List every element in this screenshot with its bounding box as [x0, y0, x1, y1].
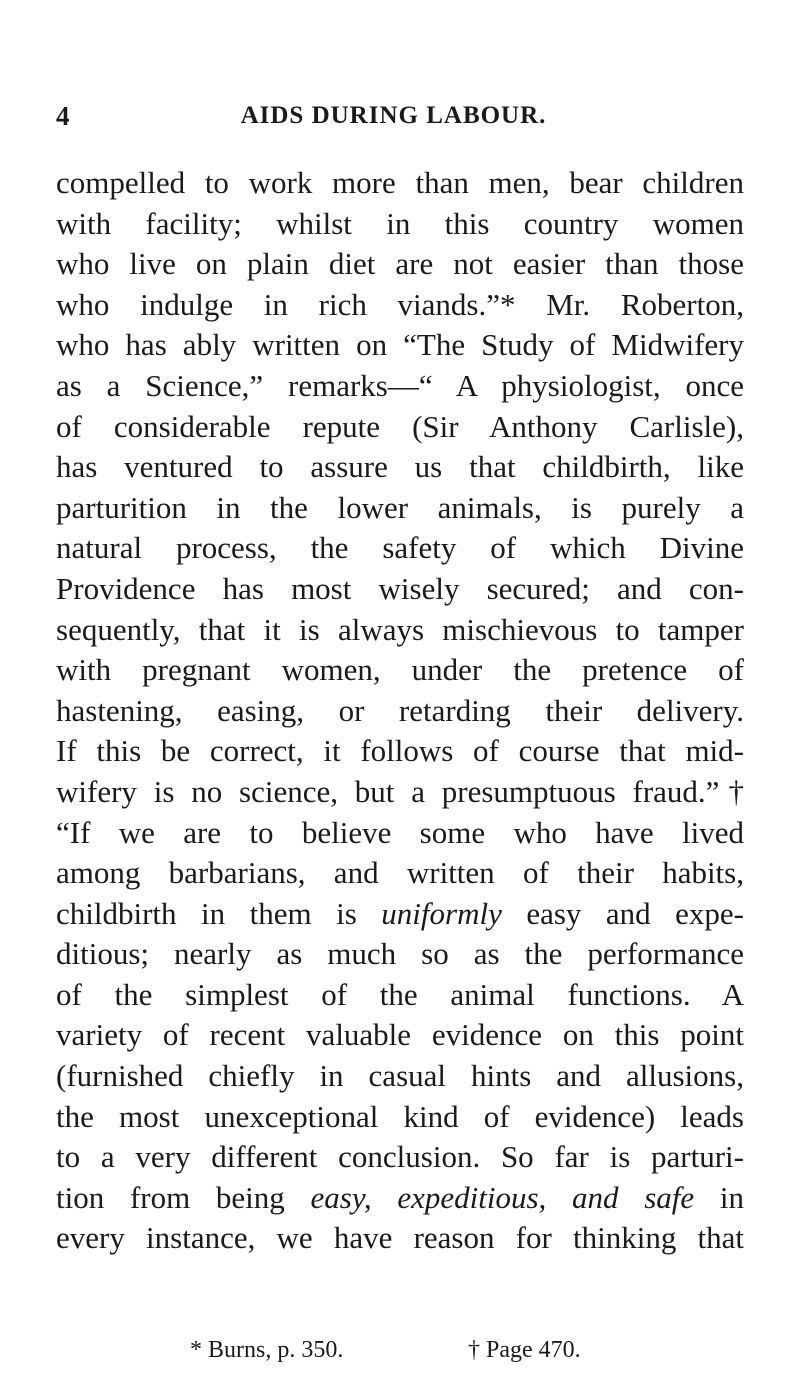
page-header — [56, 98, 731, 134]
body-text — [56, 163, 744, 1259]
text-line: childbirth in them is uniformly easy and expe- — [56, 895, 745, 931]
text-line: tion from being easy, expeditious, and safe in — [56, 1179, 744, 1215]
footnote-burns: * Burns, p. 350. — [190, 1337, 344, 1363]
text-line: sequently, that it is always mischievous to tamper — [56, 611, 744, 647]
text-line: with facility; whilst in this country women — [56, 205, 744, 241]
text-line: (furnished chiefly in casual hints and allusions, — [56, 1058, 744, 1094]
text-line: who indulge in rich viands.”* Mr. Roberton, — [56, 286, 744, 322]
text-line: hastening, easing, or retarding their delivery. — [56, 692, 744, 728]
running-head: AIDS DURING LABOUR. — [240, 102, 547, 129]
text-line: variety of recent valuable evidence on this point — [56, 1017, 744, 1053]
text-line: of the simplest of the animal functions. A — [56, 976, 744, 1012]
text-line: “If we are to believe some who have lived — [56, 814, 744, 850]
text-line: among barbarians, and written of their habits, — [56, 855, 744, 891]
text-line: with pregnant women, under the pretence of — [56, 652, 744, 688]
text-line: the most unexceptional kind of evidence) leads — [56, 1098, 744, 1134]
footnote-page: † Page 470. — [468, 1337, 581, 1363]
page-number: 4 — [56, 101, 70, 131]
text-line: ditious; nearly as much so as the performance — [56, 936, 744, 972]
text-line: has ventured to assure us that childbirth, like — [56, 449, 744, 485]
text-line: parturition in the lower animals, is purely a — [56, 489, 744, 525]
text-line: Providence has most wisely secured; and con- — [56, 570, 744, 606]
text-line: every instance, we have reason for thinking that — [56, 1220, 744, 1256]
text-line: who has ably written on “The Study of Midwifery — [56, 327, 744, 363]
text-line: compelled to work more than men, bear children — [56, 165, 744, 200]
text-line: as a Science,” remarks—“ A physiologist, once — [56, 367, 744, 403]
text-line: natural process, the safety of which Divine — [56, 530, 744, 566]
footnotes — [56, 1334, 744, 1366]
text-line: who live on plain diet are not easier than those — [56, 246, 744, 282]
text-line: to a very different conclusion. So far is parturi- — [56, 1139, 744, 1175]
text-line: If this be correct, it follows of course that mid- — [56, 733, 744, 769]
text-line: of considerable repute (Sir Anthony Carlisle), — [56, 408, 744, 444]
text-line: wifery is no science, but a presumptuous fraud.”† — [56, 773, 744, 809]
